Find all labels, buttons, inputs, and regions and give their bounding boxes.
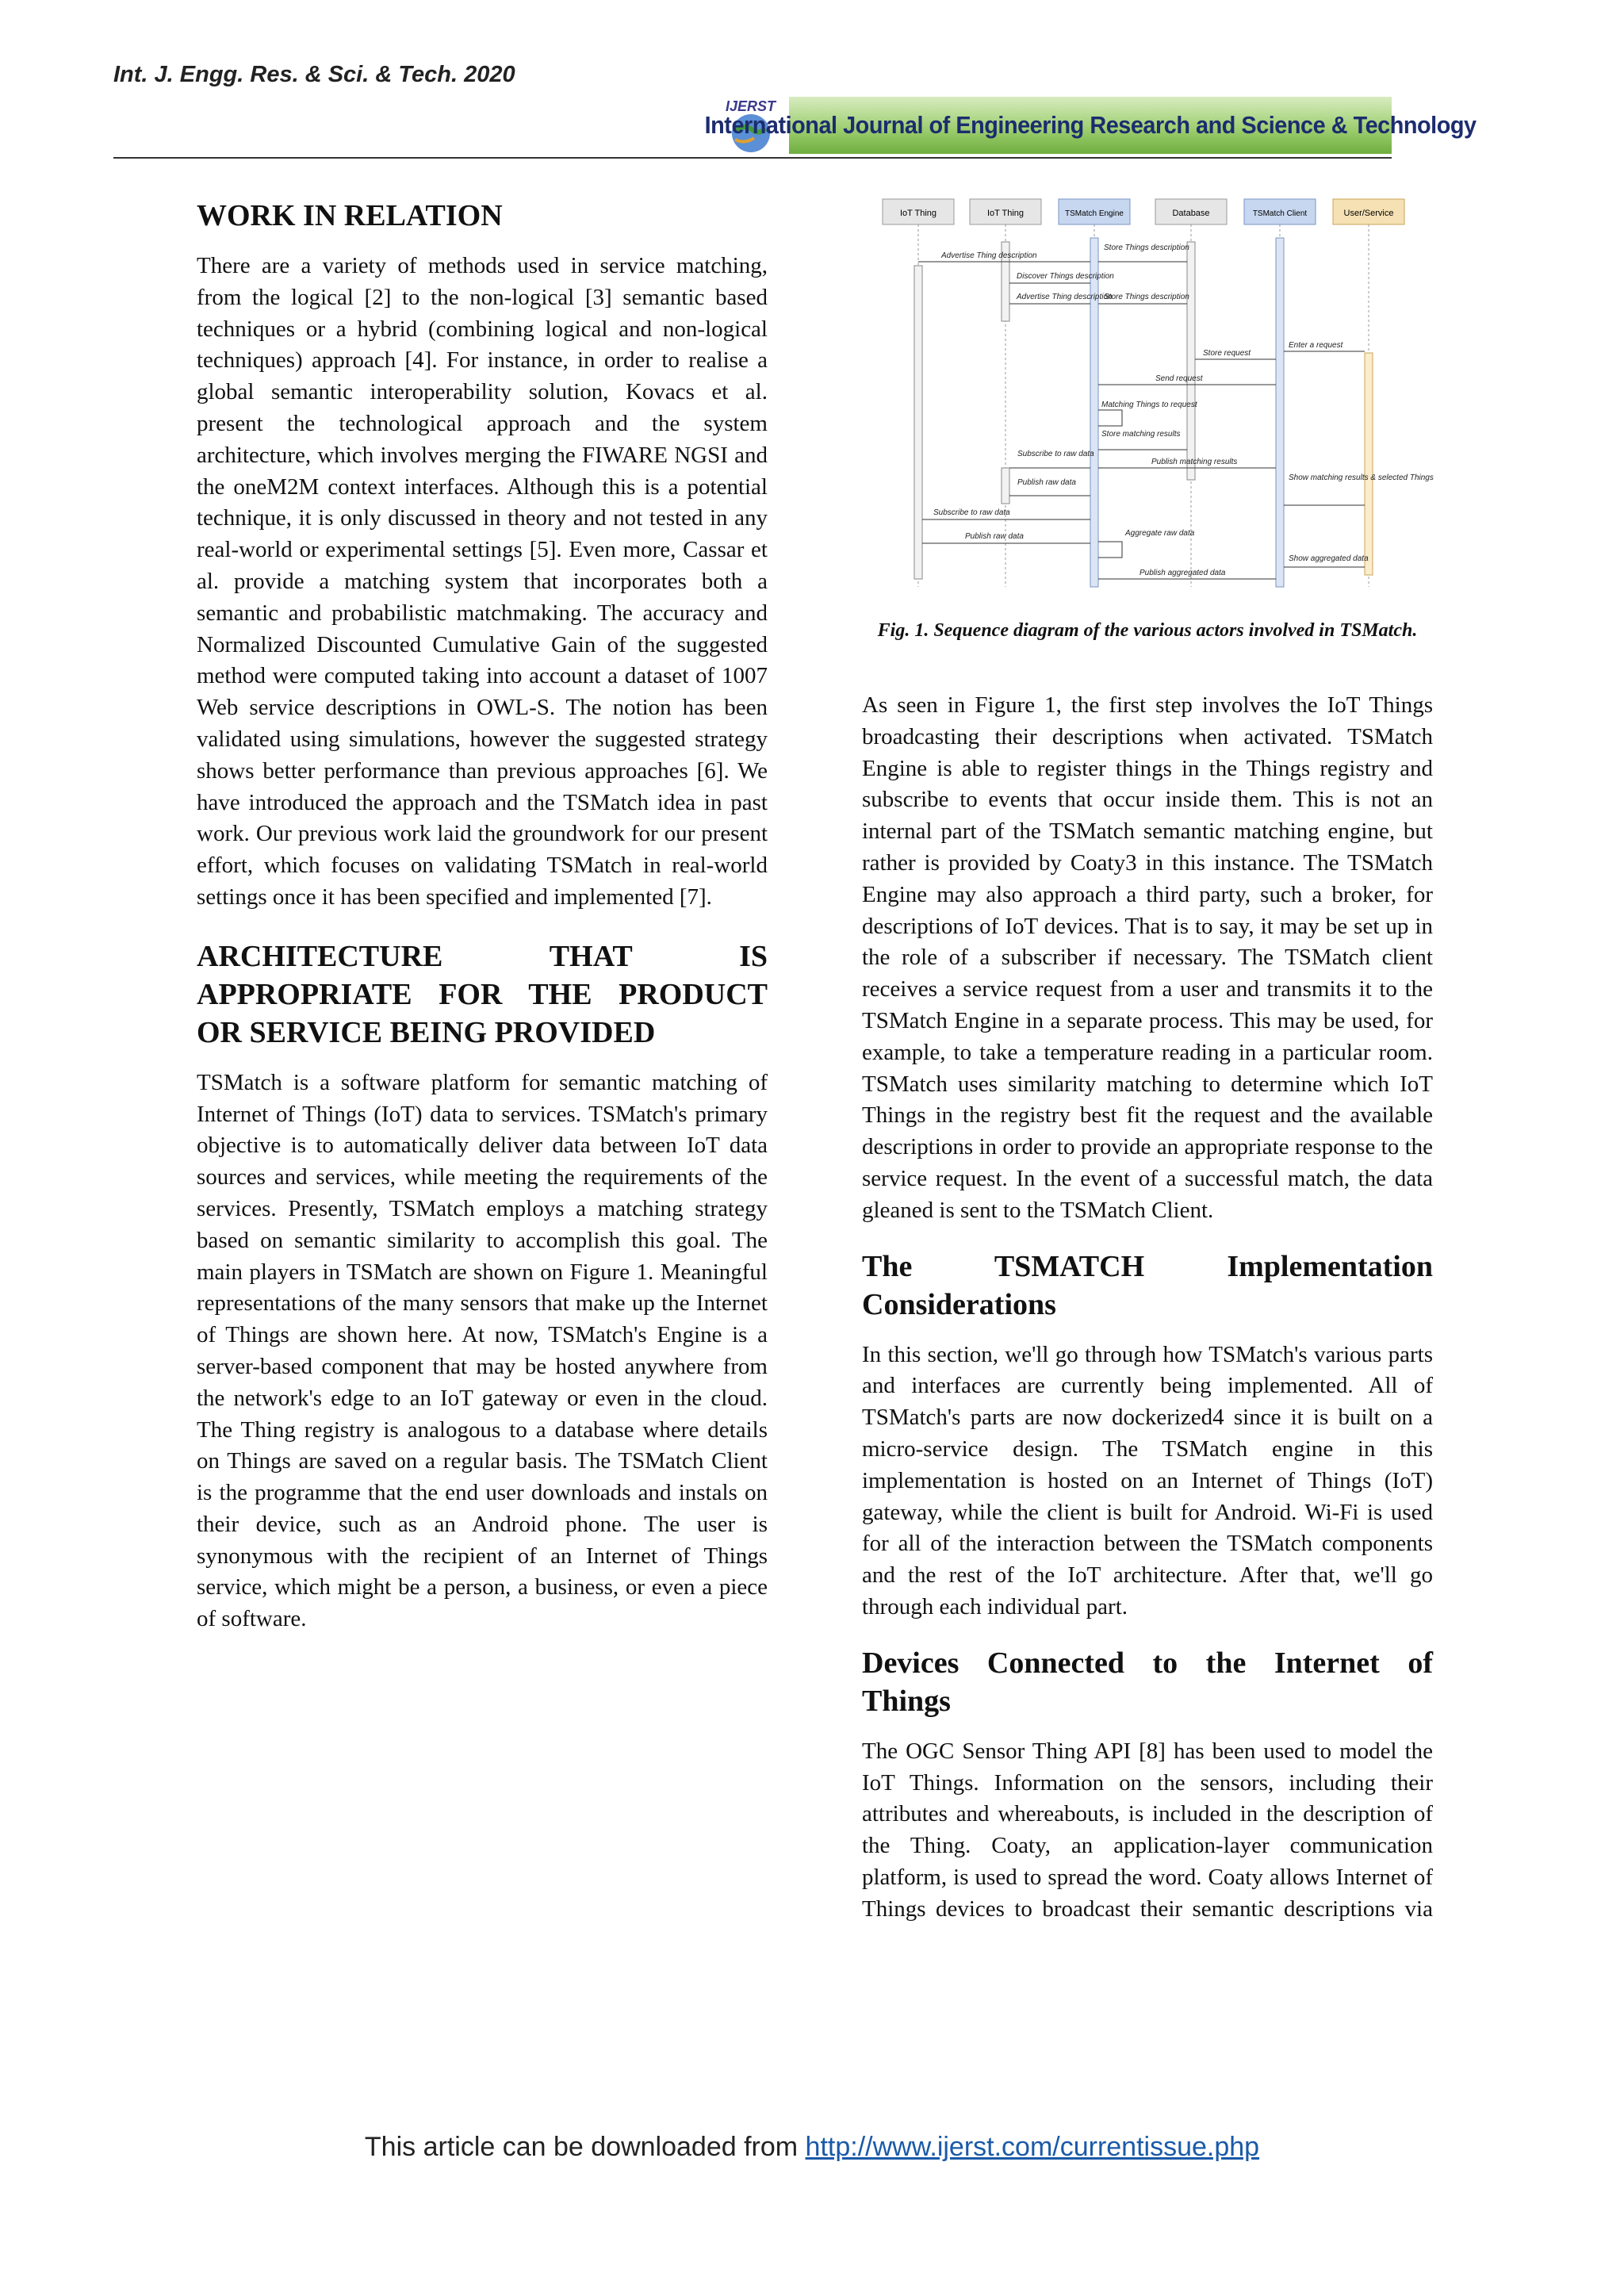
svg-text:Publish matching results: Publish matching results [1151,458,1238,466]
footer-text: This article can be downloaded from [364,2132,806,2162]
svg-text:Discover Things description: Discover Things description [1017,272,1114,281]
svg-text:Store request: Store request [1203,349,1251,358]
header-rule [113,157,1392,159]
svg-text:Publish aggregated data: Publish aggregated data [1139,569,1226,577]
journal-banner [704,95,1477,157]
svg-text:Store matching results: Store matching results [1101,430,1181,439]
right-column [862,690,1433,1941]
paragraph-architecture: TSMatch is a software platform for semantic matching of Internet of Things (IoT) data to services. TSMatch's primary objective is to automatically deliver data between IoT data sources and services, while meeting the requirements of the services. Presently, TSMatch employs a matching strategy based on semantic similarity to accomplish this goal. The main players in TSMatch are shown on Figure 1. Meaningful representations of the many sensors that make up the Internet of Things are shown here. At now, TSMatch's Engine is a server-based component that may be hosted anywhere from the network's edge to an IoT gateway or even in the cloud. The Thing registry is analogous to a database where details on Things are saved on a regular basis. The TSMatch Client is the programme that the end user downloads and instals on their device, such as an Android phone. The user is synonymous with the recipient of an Internet of Things service, which might be a person, a business, or even a piece of software. [197,1069,768,1632]
svg-text:Publish raw data: Publish raw data [965,532,1024,541]
page-footer [0,2132,1624,2163]
svg-text:Store Things description: Store Things description [1104,243,1189,252]
actor-iot-thing-2: IoT Thing [986,209,1025,218]
svg-text:Subscribe to raw data: Subscribe to raw data [933,508,1010,517]
paragraph-iot-devices: The OGC Sensor Thing API [8] has been used to model the IoT Things. Information on the sensors, including their attributes and whereabouts, is included in the description of the Thing. Coaty, an application-layer communication platform, is used to spread the word. Coaty allows Internet of Things devices to broadcast their semantic descriptions via [862,1738,1433,1922]
actor-tsmatch-engine: TSMatch Engine [1065,209,1124,218]
figure-caption: Fig. 1. Sequence diagram of the various actors involved in TSMatch. [877,620,1418,641]
actor-tsmatch-client: TSMatch Client [1252,209,1308,218]
journal-logo: IJERST [718,95,785,157]
section-heading-work-in-relation: WORK IN RELATION [197,199,503,232]
svg-text:Enter a request: Enter a request [1289,341,1343,350]
journal-banner-title: International Journal of Engineering Research and Science & Technology [704,111,1477,139]
svg-text:Publish raw data: Publish raw data [1017,478,1076,487]
actor-user-service: User/Service [1343,209,1394,218]
actor-database: Database [1172,209,1210,218]
svg-text:Advertise Thing description: Advertise Thing description [1017,293,1113,301]
svg-text:Subscribe to raw data: Subscribe to raw data [1017,450,1094,458]
section-heading-iot-devices: Devices Connected to the Internet of Things [862,1646,1433,1718]
svg-text:Show aggregated data: Show aggregated data [1289,554,1369,563]
svg-text:Store Things description: Store Things description [1104,293,1189,301]
paragraph-figure-explanation: As seen in Figure 1, the first step involves the IoT Things broadcasting their descriptions when activated. TSMatch Engine is able to register things in the Things registry and subscribe to events that occur inside them. This is not an internal part of the TSMatch semantic matching engine, but rather is provided by Coaty3 in this instance. The TSMatch Engine may also approach a third party, such a broker, for descriptions of IoT devices. That is to say, it may be set up in the role of a subscriber if necessary. The TSMatch client receives a service request from a user and transmits it to the TSMatch Engine in a separate process. This may be used, for example, to take a temperature reading in a particular room. TSMatch uses similarity matching to determine which IoT Things in the registry best fit the request and the available descriptions in order to provide an appropriate response to the service request. In the event of a successful match, the data gleaned is sent to the TSMatch Client. [862,692,1433,1223]
paragraph-related-work: There are a variety of methods used in service matching, from the logical [2] to the non-logical [3] semantic based techniques or a hybrid (combining logical and non-logical techniques) approach [4]. For instance, in order to realise a global semantic interoperability solution, Kovacs et al. present the technological approach and the system architecture, which involves merging the FIWARE NGSI and the oneM2M context interfaces. Although this is a potential technique, it is only discussed in theory and not tested in any real-world or experimental settings [5]. Even more, Cassar et al. provide a matching system that incorporates both a semantic and probabilistic matchmaking. The accuracy and Normalized Discounted Cumulative Gain of the suggested method were computed taking into account a dataset of 1007 Web service descriptions in OWL-S. The notion has been validated using simulations, however the suggested strategy shows better performance than previous approaches [6]. We have introduced the approach and the TSMatch idea in past work. Our previous work laid the groundwork for our present effort, which focuses on validating TSMatch in real-world settings once it has been specified and implemented [7]. [197,253,768,910]
svg-text:Matching Things to request: Matching Things to request [1101,401,1197,409]
left-column [197,197,768,1651]
journal-running-head: Int. J. Engg. Res. & Sci. & Tech. 2020 [113,62,515,87]
paragraph-implementation: In this section, we'll go through how TSMatch's various parts and interfaces are currently being implemented. All of TSMatch's parts are now dockerized4 since it is built on a micro-service design. The TSMatch engine in this implementation is hosted on an Internet of Things (IoT) gateway, while the client is built for Android. Wi-Fi is used for all of the interaction between the TSMatch components and the rest of the IoT architecture. After that, we'll go through each individual part. [862,1341,1433,1619]
section-heading-architecture: ARCHITECTURE THAT IS APPROPRIATE FOR THE PRODUCT OR SERVICE BEING PROVIDED [197,939,768,1049]
svg-text:Show matching results & select: Show matching results & selected Things [1289,473,1434,482]
section-heading-implementation: The TSMATCH Implementation Considerations [862,1249,1433,1321]
svg-text:Aggregate raw data: Aggregate raw data [1125,529,1195,538]
svg-text:Send request: Send request [1155,374,1203,383]
actor-iot-thing-1: IoT Thing [899,209,937,218]
footer-link[interactable]: http://www.ijerst.com/currentissue.php [805,2132,1260,2162]
svg-text:Advertise Thing description: Advertise Thing description [941,251,1037,260]
sequence-diagram-figure [878,194,1434,595]
